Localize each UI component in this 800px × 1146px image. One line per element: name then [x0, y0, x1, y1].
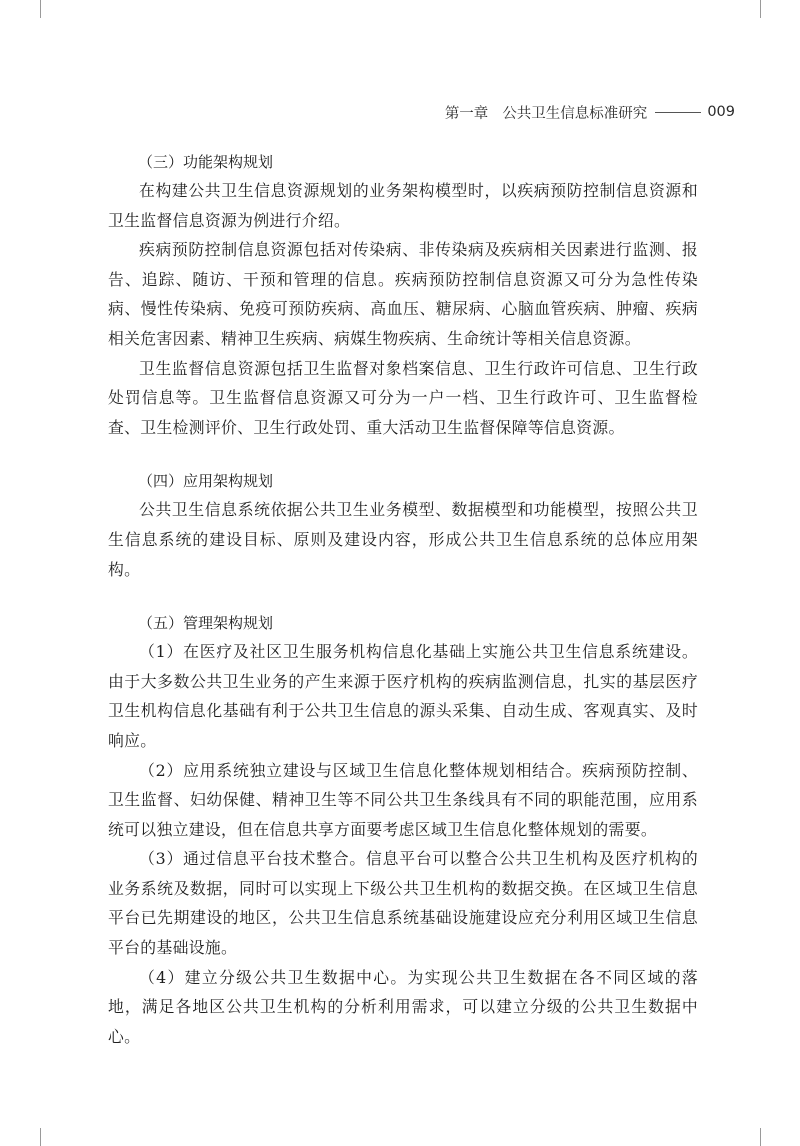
page-body [108, 148, 698, 1051]
page-number: 009 [707, 104, 735, 120]
chapter-label: 第一章 [444, 105, 489, 122]
section-heading: （三）功能架构规划 [138, 153, 274, 171]
crop-mark-top-right [760, 0, 761, 18]
section-application-architecture [108, 467, 698, 584]
paragraph: （1）在医疗及社区卫生服务机构信息化基础上实施公共卫生信息系统建设。由于大多数公共卫生业务的产生来源于医疗机构的疾病监测信息，扎实的基层医疗卫生机构信息化基础有利于公共卫生信息的源头采集、自动生成、客观真实、及时响应。 [108, 642, 698, 750]
crop-mark-bottom-left [40, 1128, 41, 1146]
paragraph: 卫生监督信息资源包括卫生监督对象档案信息、卫生行政许可信息、卫生行政处罚信息等。卫生监督信息资源又可分为一户一档、卫生行政许可、卫生监督检查、卫生检测评价、卫生行政处罚、重大活动卫生监督保障等信息资源。 [108, 358, 698, 437]
chapter-title: 公共卫生信息标准研究 [502, 105, 648, 122]
section-heading: （四）应用架构规划 [138, 472, 274, 491]
running-header [380, 101, 735, 123]
paragraph: 疾病预防控制信息资源包括对传染病、非传染病及疾病相关因素进行监测、报告、追踪、随访、干预和管理的信息。疾病预防控制信息资源又可分为急性传染病、慢性传染病、免疫可预防疾病、高血压、糖尿病、心脑血管疾病、肿瘤、疾病相关危害因素、精神卫生疾病、病媒生物疾病、生命统计等相关信息资源。 [108, 240, 698, 348]
paragraph: （4）建立分级公共卫生数据中心。为实现公共卫生数据在各不同区域的落地，满足各地区公共卫生机构的分析利用需求，可以建立分级的公共卫生数据中心。 [108, 967, 698, 1046]
section-functional-architecture [108, 148, 698, 442]
header-rule [655, 112, 701, 113]
crop-mark-bottom-right [760, 1128, 761, 1146]
section-heading: （五）管理架构规划 [138, 614, 274, 633]
paragraph: 公共卫生信息系统依据公共卫生业务模型、数据模型和功能模型，按照公共卫生信息系统的建设目标、原则及建设内容，形成公共卫生信息系统的总体应用架构。 [108, 500, 698, 579]
paragraph: 在构建公共卫生信息资源规划的业务架构模型时，以疾病预防控制信息资源和卫生监督信息资源为例进行介绍。 [108, 181, 698, 230]
crop-mark-top-left [40, 0, 41, 18]
paragraph: （2）应用系统独立建设与区域卫生信息化整体规划相结合。疾病预防控制、卫生监督、妇幼保健、精神卫生等不同公共卫生条线具有不同的职能范围，应用系统可以独立建设，但在信息共享方面要考虑区域卫生信息化整体规划的需要。 [108, 760, 698, 839]
paragraph: （3）通过信息平台技术整合。信息平台可以整合公共卫生机构及医疗机构的业务系统及数据，同时可以实现上下级公共卫生机构的数据交换。在区域卫生信息平台已先期建设的地区，公共卫生信息系统基础设施建设应充分利用区域卫生信息平台的基础设施。 [108, 849, 698, 958]
section-management-architecture [108, 609, 698, 1051]
